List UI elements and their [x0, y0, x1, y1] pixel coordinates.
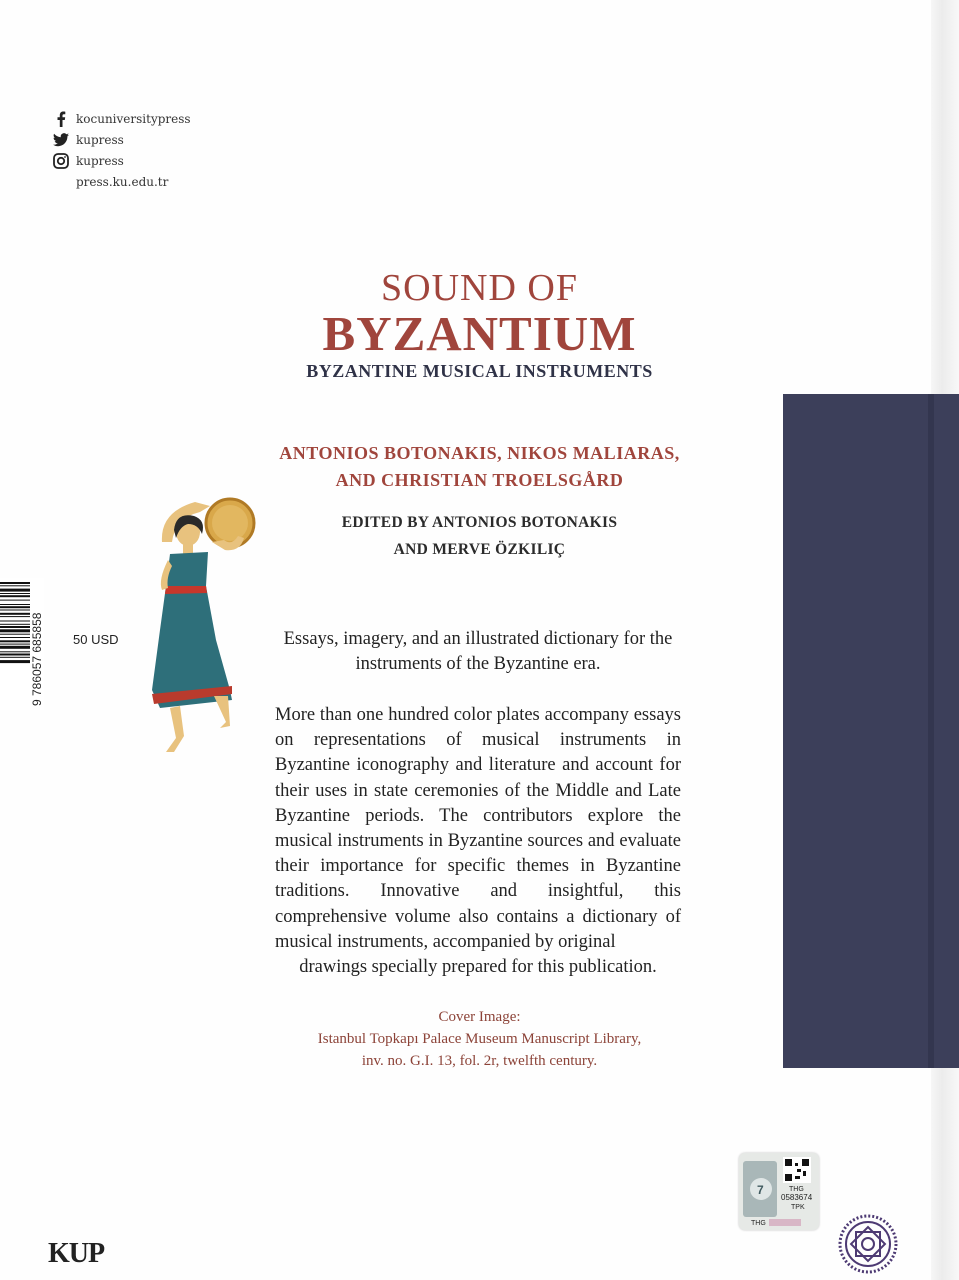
- barcode-bar: [0, 644, 30, 645]
- book-subtitle: BYZANTINE MUSICAL INSTRUMENTS: [306, 361, 653, 381]
- credit-line-1: Istanbul Topkapı Palace Museum Manuscript Library,: [317, 1031, 642, 1047]
- editors-line-2: AND MERVE ÖZKILIÇ: [393, 541, 566, 558]
- barcode-bar: [0, 626, 30, 628]
- publisher-logo: KUP: [48, 1238, 105, 1269]
- barcode-bar: [0, 634, 30, 635]
- facebook-icon: [52, 110, 70, 128]
- description-last-line: drawings specially prepared for this publication.: [299, 957, 657, 978]
- facebook-row: [52, 108, 191, 129]
- description-body: More than one hundred color plates accompany essays on representations of musical instruments in Byzantine iconography and literature and account for their uses in state ceremonies of the Middle and Late Byzantine periods. The contributors explore the musical instruments in Byzantine sources and evaluate their importance for specific themes in Byzantine traditions. Innovative and insightful, this comprehensive volume also contains a dictionary of musical instruments, accompanied by original: [275, 705, 681, 952]
- twitter-icon: [52, 131, 70, 149]
- sticker-code-3: TPK: [791, 1204, 805, 1211]
- barcode-bar: [0, 651, 30, 652]
- barcode-bar: [0, 646, 30, 649]
- tax-stamp-sticker: [739, 1153, 819, 1230]
- credit-line-2: inv. no. G.I. 13, fol. 2r, twelfth century.: [361, 1053, 598, 1069]
- title-line-1: SOUND OF: [381, 267, 578, 309]
- barcode-bar: [0, 629, 30, 632]
- barcode-bar: [0, 589, 30, 592]
- authors-line-2: AND CHRISTIAN TROELSGÅRD: [335, 470, 624, 490]
- isbn-number: 9 786057 685858: [30, 612, 44, 706]
- barcode-bar: [0, 606, 30, 608]
- barcode-bar: [0, 585, 30, 586]
- barcode-bar: [0, 637, 30, 638]
- barcode-bar: [0, 595, 30, 597]
- barcode-bar: [0, 604, 30, 605]
- authors-line-1: ANTONIOS BOTONAKIS, NIKOS MALIARAS,: [279, 443, 680, 463]
- authors: [0, 440, 959, 494]
- credit-label: Cover Image:: [438, 1009, 521, 1025]
- price: 50 USD: [73, 632, 119, 647]
- barcode-bar: [0, 640, 30, 642]
- editors-line-1: EDITED BY ANTONIOS BOTONAKIS: [341, 514, 618, 531]
- social-links: [52, 108, 191, 192]
- website-row: [52, 171, 191, 192]
- barcode-bar: [0, 593, 30, 594]
- university-seal-icon: [838, 1214, 898, 1274]
- title-line-2: BYZANTIUM: [322, 306, 637, 361]
- dancer-illustration: [140, 490, 265, 760]
- instagram-handle[interactable]: kupress: [76, 153, 124, 168]
- cover-image-credit: [0, 1006, 959, 1072]
- facebook-handle[interactable]: kocuniversitypress: [76, 111, 191, 126]
- twitter-handle[interactable]: kupress: [76, 132, 124, 147]
- sticker-code-4: THG: [751, 1220, 766, 1227]
- twitter-row: [52, 129, 191, 150]
- tagline: Essays, imagery, and an illustrated dictionary for the instruments of the Byzantine era.: [283, 629, 673, 674]
- barcode-bar: [0, 654, 30, 656]
- instagram-row: [52, 150, 191, 171]
- instagram-icon: [52, 152, 70, 170]
- navy-band-shade: [928, 394, 934, 1068]
- barcode-bar: [0, 610, 30, 611]
- isbn-barcode: [0, 578, 44, 710]
- sticker-code-1: THG: [789, 1186, 804, 1193]
- barcode-bar: [0, 613, 30, 615]
- barcode-bar: [0, 657, 30, 658]
- svg-text:7: 7: [757, 1183, 764, 1197]
- barcode-bar: [0, 582, 30, 584]
- website-link[interactable]: press.ku.edu.tr: [76, 174, 169, 189]
- barcode-bar: [0, 624, 30, 625]
- sticker-code-2: 0583674: [781, 1193, 813, 1202]
- barcode-bar: [0, 616, 30, 617]
- barcode-bar: [0, 600, 30, 601]
- barcode-bar: [0, 660, 30, 663]
- description: [275, 703, 681, 980]
- barcode-bar: [0, 621, 30, 622]
